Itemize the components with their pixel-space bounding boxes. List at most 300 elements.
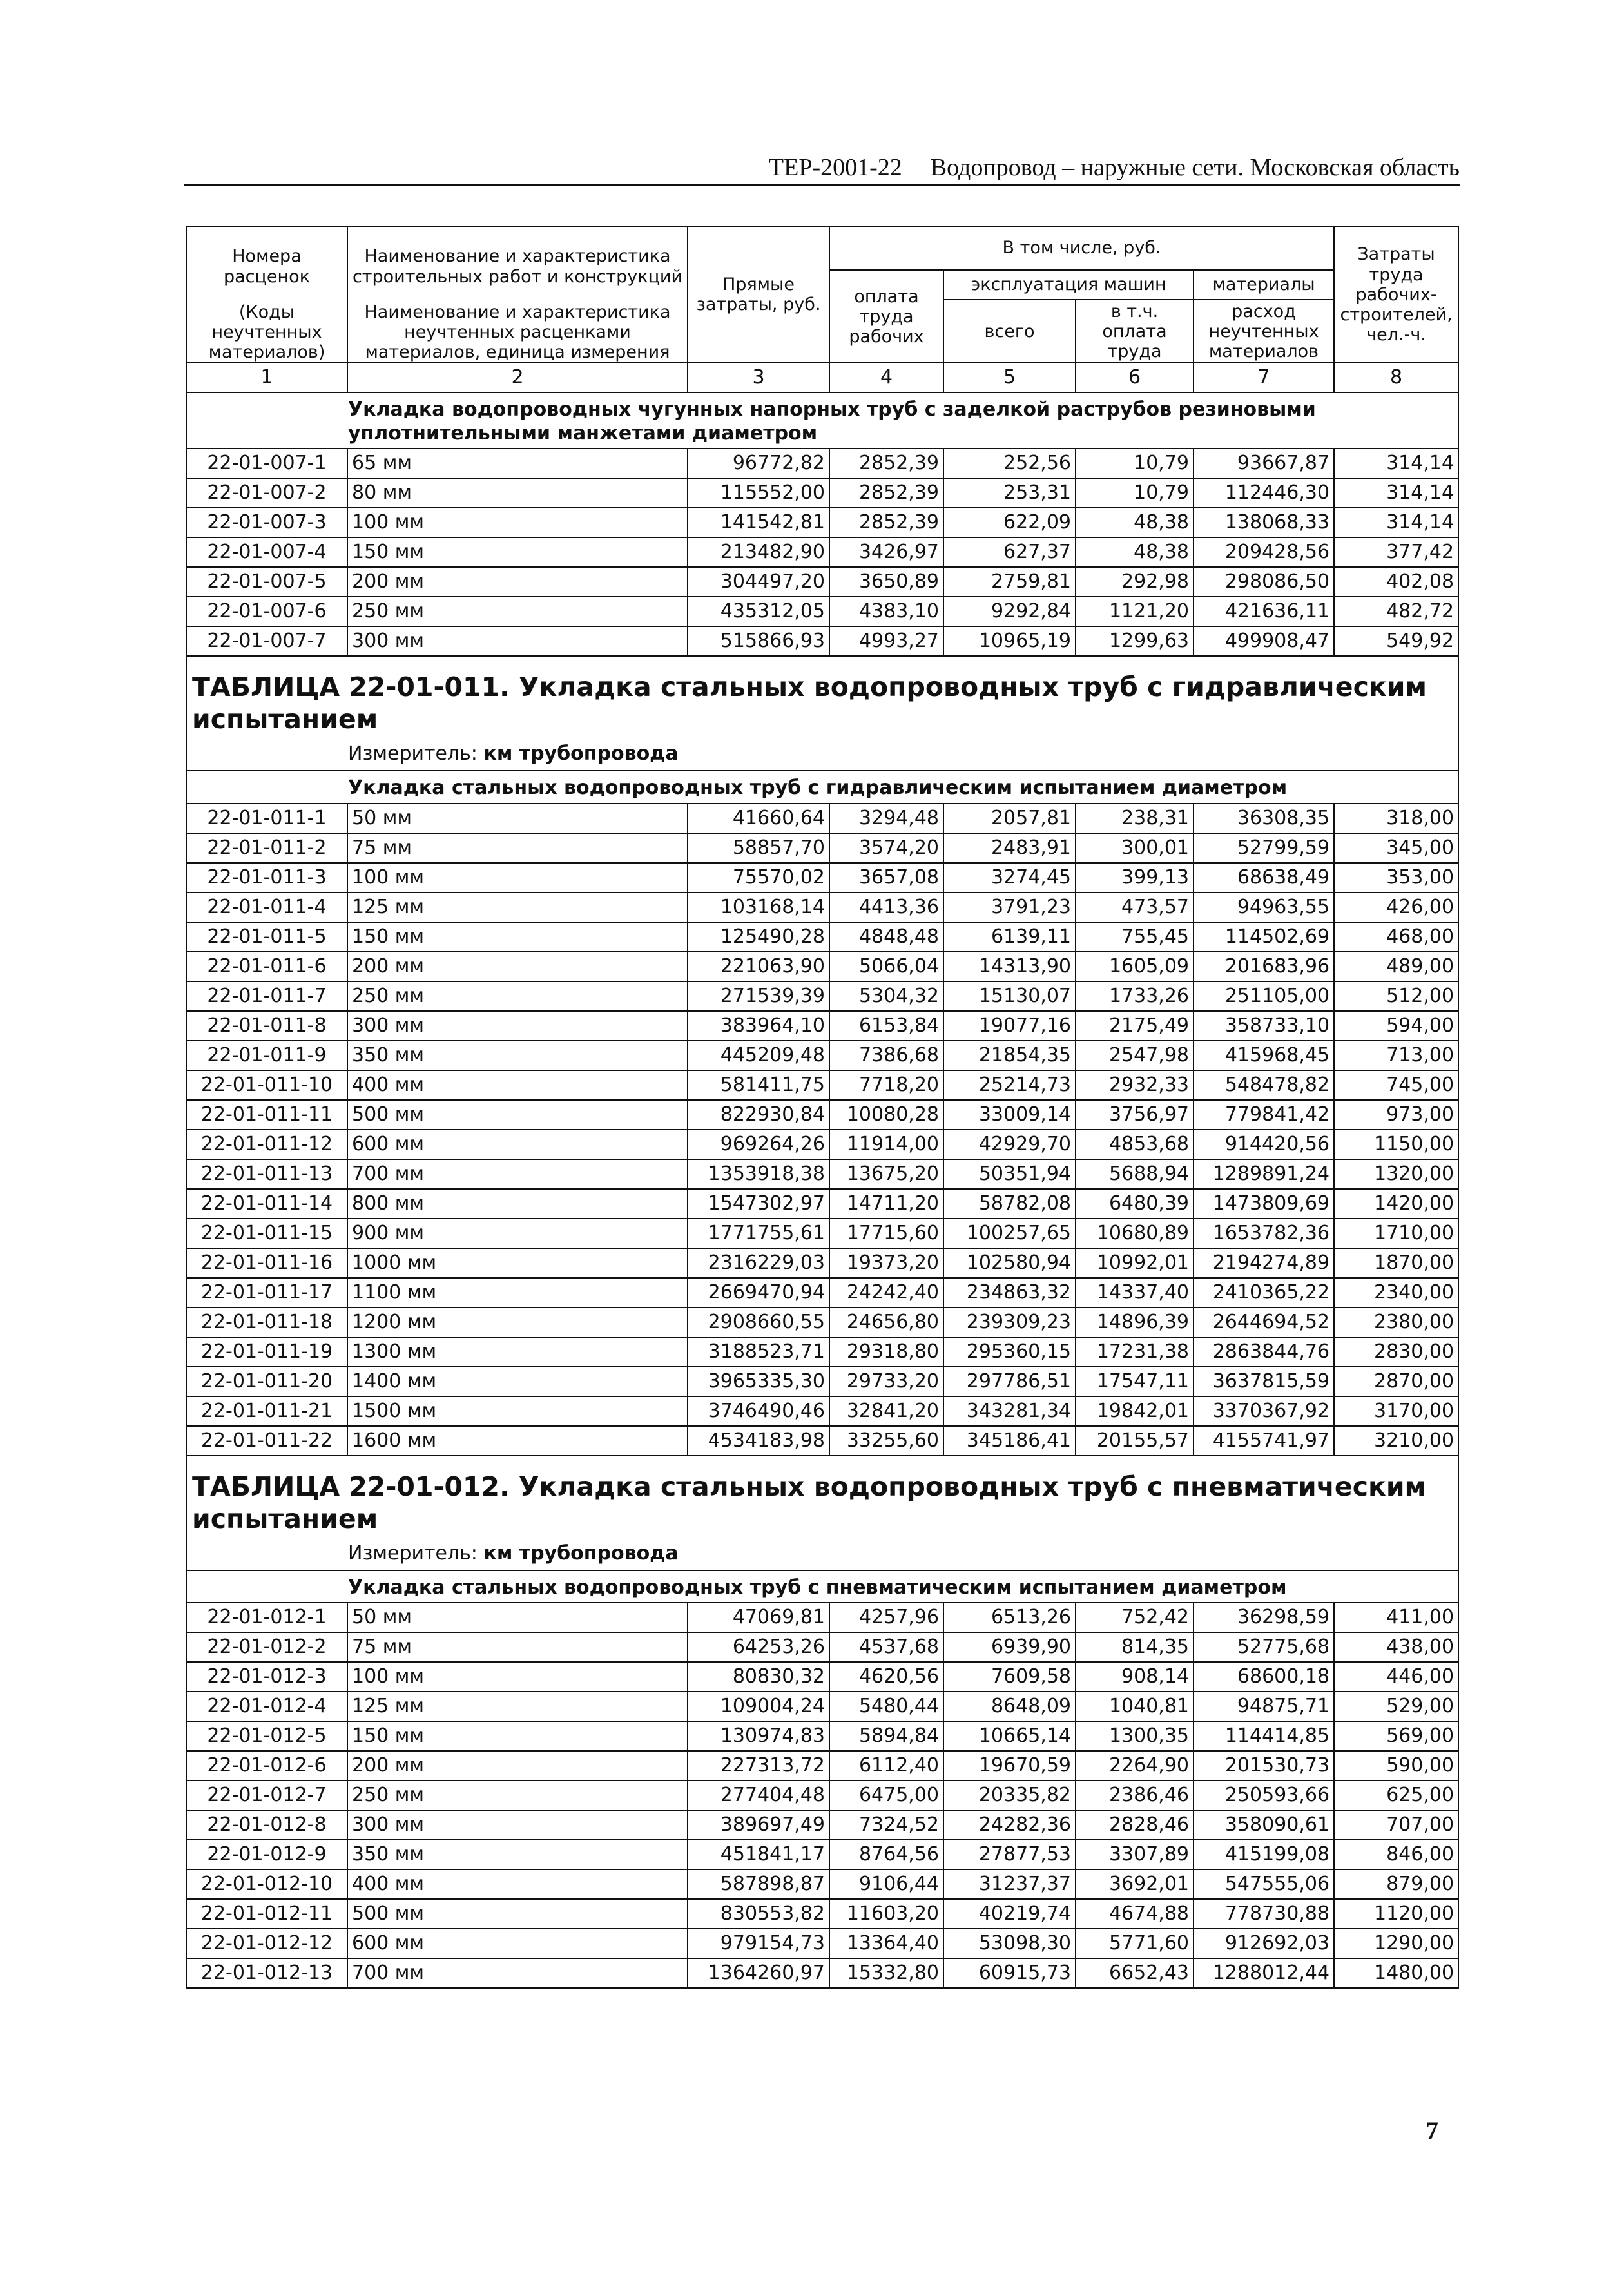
- table-row: [186, 1396, 1458, 1426]
- machines-total: 31237,37: [943, 1869, 1076, 1899]
- machines-labor: 2264,90: [1076, 1751, 1194, 1781]
- direct-costs: 41660,64: [688, 804, 829, 833]
- direct-costs: 4534183,98: [688, 1426, 829, 1456]
- column-number: 4: [829, 363, 943, 392]
- rate-code: 22-01-007-7: [186, 626, 347, 656]
- rate-code: 22-01-012-13: [186, 1958, 347, 1988]
- col4-header: оплата труда рабочих: [829, 270, 943, 363]
- work-name: 65 мм: [347, 449, 688, 478]
- labor-hours: 489,00: [1334, 952, 1458, 981]
- work-name: 150 мм: [347, 922, 688, 952]
- direct-costs: 96772,82: [688, 449, 829, 478]
- direct-costs: 445209,48: [688, 1041, 829, 1070]
- labor-hours: 438,00: [1334, 1632, 1458, 1662]
- labor-hours: 569,00: [1334, 1721, 1458, 1751]
- machines-total: 6513,26: [943, 1603, 1076, 1632]
- machines-labor: 2932,33: [1076, 1070, 1194, 1100]
- labor-pay: 8764,56: [829, 1840, 943, 1869]
- rate-code: 22-01-011-21: [186, 1396, 347, 1426]
- column-number: 2: [347, 363, 688, 392]
- machines-total: 6939,90: [943, 1632, 1076, 1662]
- machines-total: 40219,74: [943, 1899, 1076, 1929]
- work-name: 125 мм: [347, 1692, 688, 1721]
- materials-usage: 94963,55: [1194, 893, 1334, 922]
- machines-labor: 5771,60: [1076, 1929, 1194, 1958]
- direct-costs: 80830,32: [688, 1662, 829, 1692]
- labor-pay: 13675,20: [829, 1159, 943, 1189]
- machines-total: 8648,09: [943, 1692, 1076, 1721]
- machines-total: 622,09: [943, 508, 1076, 537]
- labor-pay: 17715,60: [829, 1219, 943, 1248]
- work-name: 500 мм: [347, 1100, 688, 1130]
- meter-value: км трубопровода: [483, 742, 679, 766]
- rate-code: 22-01-011-6: [186, 952, 347, 981]
- work-name: 300 мм: [347, 1810, 688, 1840]
- machines-labor: 908,14: [1076, 1662, 1194, 1692]
- column-number: 1: [186, 363, 347, 392]
- machines-labor: 6652,43: [1076, 1958, 1194, 1988]
- labor-pay: 3657,08: [829, 863, 943, 893]
- materials-usage: 52775,68: [1194, 1632, 1334, 1662]
- direct-costs: 581411,75: [688, 1070, 829, 1100]
- table-row: [186, 1929, 1458, 1958]
- work-name: 75 мм: [347, 833, 688, 863]
- direct-costs: 822930,84: [688, 1100, 829, 1130]
- labor-pay: 3426,97: [829, 537, 943, 567]
- table-title: ТАБЛИЦА 22-01-012. Укладка стальных водопроводных труб с пневматическим испытанием: [186, 1456, 1458, 1538]
- machines-total: 19077,16: [943, 1011, 1076, 1041]
- rate-code: 22-01-011-5: [186, 922, 347, 952]
- machines-labor: 1299,63: [1076, 626, 1194, 656]
- col2-header-top: Наименование и характеристика строительных работ и конструкций: [347, 226, 688, 300]
- col3-header: Прямые затраты, руб.: [688, 226, 829, 363]
- work-name: 500 мм: [347, 1899, 688, 1929]
- labor-hours: 314,14: [1334, 508, 1458, 537]
- table-row: [186, 449, 1458, 478]
- labor-pay: 7324,52: [829, 1810, 943, 1840]
- machines-total: 100257,65: [943, 1219, 1076, 1248]
- labor-hours: 482,72: [1334, 597, 1458, 626]
- machines-total: 7609,58: [943, 1662, 1076, 1692]
- labor-pay: 2852,39: [829, 478, 943, 508]
- labor-pay: 3650,89: [829, 567, 943, 597]
- machines-labor: 14896,39: [1076, 1308, 1194, 1337]
- rate-code: 22-01-011-12: [186, 1130, 347, 1159]
- labor-hours: 549,92: [1334, 626, 1458, 656]
- machines-total: 627,37: [943, 537, 1076, 567]
- work-name: 200 мм: [347, 567, 688, 597]
- work-name: 300 мм: [347, 626, 688, 656]
- machines-total: 239309,23: [943, 1308, 1076, 1337]
- machines-labor: 292,98: [1076, 567, 1194, 597]
- labor-pay: 3574,20: [829, 833, 943, 863]
- direct-costs: 58857,70: [688, 833, 829, 863]
- labor-pay: 4383,10: [829, 597, 943, 626]
- rate-code: 22-01-012-5: [186, 1721, 347, 1751]
- labor-pay: 5066,04: [829, 952, 943, 981]
- labor-pay: 2852,39: [829, 449, 943, 478]
- table-row: [186, 893, 1458, 922]
- rate-code: 22-01-007-5: [186, 567, 347, 597]
- rate-code: 22-01-011-15: [186, 1219, 347, 1248]
- labor-hours: 3210,00: [1334, 1426, 1458, 1456]
- table-row: [186, 1337, 1458, 1367]
- direct-costs: 3746490,46: [688, 1396, 829, 1426]
- machines-total: 15130,07: [943, 981, 1076, 1011]
- machines-labor: 5688,94: [1076, 1159, 1194, 1189]
- machines-labor: 1040,81: [1076, 1692, 1194, 1721]
- labor-hours: 625,00: [1334, 1781, 1458, 1810]
- section-title-row: [186, 392, 1458, 449]
- rate-code: 22-01-011-9: [186, 1041, 347, 1070]
- direct-costs: 1547302,97: [688, 1189, 829, 1219]
- col6-header: в т.ч. оплата труда: [1076, 300, 1194, 363]
- materials-usage: 1653782,36: [1194, 1219, 1334, 1248]
- rate-code: 22-01-012-10: [186, 1869, 347, 1899]
- labor-pay: 4257,96: [829, 1603, 943, 1632]
- rate-code: 22-01-007-6: [186, 597, 347, 626]
- labor-hours: 2380,00: [1334, 1308, 1458, 1337]
- labor-hours: 594,00: [1334, 1011, 1458, 1041]
- direct-costs: 125490,28: [688, 922, 829, 952]
- work-name: 700 мм: [347, 1159, 688, 1189]
- machines-total: 27877,53: [943, 1840, 1076, 1869]
- rate-code: 22-01-007-3: [186, 508, 347, 537]
- materials-usage: 914420,56: [1194, 1130, 1334, 1159]
- work-name: 50 мм: [347, 804, 688, 833]
- machines-total: 9292,84: [943, 597, 1076, 626]
- materials-usage: 201683,96: [1194, 952, 1334, 981]
- direct-costs: 109004,24: [688, 1692, 829, 1721]
- machines-labor: 3756,97: [1076, 1100, 1194, 1130]
- machines-labor: 1121,20: [1076, 597, 1194, 626]
- machines-labor: 48,38: [1076, 508, 1194, 537]
- direct-costs: 47069,81: [688, 1603, 829, 1632]
- materials-usage: 358733,10: [1194, 1011, 1334, 1041]
- labor-hours: 377,42: [1334, 537, 1458, 567]
- table-row: [186, 567, 1458, 597]
- machines-labor: 1733,26: [1076, 981, 1194, 1011]
- machines-labor: 300,01: [1076, 833, 1194, 863]
- labor-hours: 402,08: [1334, 567, 1458, 597]
- labor-hours: 353,00: [1334, 863, 1458, 893]
- labor-hours: 1150,00: [1334, 1130, 1458, 1159]
- rate-code: 22-01-011-17: [186, 1278, 347, 1308]
- direct-costs: 969264,26: [688, 1130, 829, 1159]
- labor-pay: 6112,40: [829, 1751, 943, 1781]
- labor-hours: 2830,00: [1334, 1337, 1458, 1367]
- materials-usage: 415968,45: [1194, 1041, 1334, 1070]
- labor-pay: 29318,80: [829, 1337, 943, 1367]
- work-name: 600 мм: [347, 1130, 688, 1159]
- machines-total: 6139,11: [943, 922, 1076, 952]
- rate-code: 22-01-012-8: [186, 1810, 347, 1840]
- table-row: [186, 1692, 1458, 1721]
- section-title: Укладка стальных водопроводных труб с пневматическим испытанием диаметром: [186, 1570, 1458, 1603]
- materials-usage: 358090,61: [1194, 1810, 1334, 1840]
- meter-label: Измеритель:: [348, 742, 484, 766]
- work-name: 250 мм: [347, 981, 688, 1011]
- labor-hours: 411,00: [1334, 1603, 1458, 1632]
- work-name: 1200 мм: [347, 1308, 688, 1337]
- rate-code: 22-01-011-20: [186, 1367, 347, 1396]
- labor-pay: 19373,20: [829, 1248, 943, 1278]
- machines-total: 297786,51: [943, 1367, 1076, 1396]
- materials-usage: 209428,56: [1194, 537, 1334, 567]
- labor-hours: 590,00: [1334, 1751, 1458, 1781]
- rate-code: 22-01-012-2: [186, 1632, 347, 1662]
- table-row: [186, 1426, 1458, 1456]
- machines-total: 234863,32: [943, 1278, 1076, 1308]
- rate-code: 22-01-012-9: [186, 1840, 347, 1869]
- materials-usage: 251105,00: [1194, 981, 1334, 1011]
- col8-header-a: Затраты труда рабочих-строителей,: [1340, 244, 1453, 325]
- labor-hours: 314,14: [1334, 449, 1458, 478]
- table-row: [186, 1248, 1458, 1278]
- labor-pay: 15332,80: [829, 1958, 943, 1988]
- meter-value: км трубопровода: [483, 1541, 679, 1565]
- work-name: 400 мм: [347, 1070, 688, 1100]
- labor-pay: 32841,20: [829, 1396, 943, 1426]
- machines-labor: 48,38: [1076, 537, 1194, 567]
- materials-usage: 93667,87: [1194, 449, 1334, 478]
- rate-code: 22-01-011-3: [186, 863, 347, 893]
- column-number: 8: [1334, 363, 1458, 392]
- labor-pay: 14711,20: [829, 1189, 943, 1219]
- labor-hours: 1480,00: [1334, 1958, 1458, 1988]
- machines-labor: 752,42: [1076, 1603, 1194, 1632]
- work-name: 300 мм: [347, 1011, 688, 1041]
- labor-hours: 314,14: [1334, 478, 1458, 508]
- materials-usage: 36298,59: [1194, 1603, 1334, 1632]
- machines-total: 25214,73: [943, 1070, 1076, 1100]
- table-row: [186, 1041, 1458, 1070]
- direct-costs: 2908660,55: [688, 1308, 829, 1337]
- machines-labor: 4853,68: [1076, 1130, 1194, 1159]
- machines-labor: 14337,40: [1076, 1278, 1194, 1308]
- machines-total: 345186,41: [943, 1426, 1076, 1456]
- table-title-row: [186, 1456, 1458, 1538]
- materials-usage: 1473809,69: [1194, 1189, 1334, 1219]
- machines-labor: 3307,89: [1076, 1840, 1194, 1869]
- materials-usage: 36308,35: [1194, 804, 1334, 833]
- materials-usage: 201530,73: [1194, 1751, 1334, 1781]
- labor-hours: 973,00: [1334, 1100, 1458, 1130]
- labor-pay: 4848,48: [829, 922, 943, 952]
- direct-costs: 3965335,30: [688, 1367, 829, 1396]
- labor-pay: 4993,27: [829, 626, 943, 656]
- machines-labor: 238,31: [1076, 804, 1194, 833]
- machines-labor: 2386,46: [1076, 1781, 1194, 1810]
- materials-usage: 114502,69: [1194, 922, 1334, 952]
- labor-pay: 4537,68: [829, 1632, 943, 1662]
- work-name: 350 мм: [347, 1041, 688, 1070]
- materials-usage: 1288012,44: [1194, 1958, 1334, 1988]
- materials-usage: 421636,11: [1194, 597, 1334, 626]
- materials-usage: 2644694,52: [1194, 1308, 1334, 1337]
- labor-pay: 4620,56: [829, 1662, 943, 1692]
- labor-pay: 5894,84: [829, 1721, 943, 1751]
- labor-hours: 2340,00: [1334, 1278, 1458, 1308]
- direct-costs: 141542,81: [688, 508, 829, 537]
- direct-costs: 271539,39: [688, 981, 829, 1011]
- work-name: 1000 мм: [347, 1248, 688, 1278]
- machines-labor: 20155,57: [1076, 1426, 1194, 1456]
- labor-hours: 1710,00: [1334, 1219, 1458, 1248]
- rate-code: 22-01-011-4: [186, 893, 347, 922]
- materials-usage: 779841,42: [1194, 1100, 1334, 1130]
- labor-pay: 7718,20: [829, 1070, 943, 1100]
- table-row: [186, 537, 1458, 567]
- materials-usage: 3637815,59: [1194, 1367, 1334, 1396]
- work-name: 150 мм: [347, 1721, 688, 1751]
- table-row: [186, 1958, 1458, 1988]
- labor-hours: 1290,00: [1334, 1929, 1458, 1958]
- labor-hours: 1870,00: [1334, 1248, 1458, 1278]
- rate-code: 22-01-011-16: [186, 1248, 347, 1278]
- table-row: [186, 1070, 1458, 1100]
- table-row: [186, 478, 1458, 508]
- labor-hours: 512,00: [1334, 981, 1458, 1011]
- machines-labor: 814,35: [1076, 1632, 1194, 1662]
- labor-pay: 3294,48: [829, 804, 943, 833]
- rate-code: 22-01-007-2: [186, 478, 347, 508]
- materials-usage: 68638,49: [1194, 863, 1334, 893]
- labor-pay: 24656,80: [829, 1308, 943, 1337]
- machines-labor: 10,79: [1076, 478, 1194, 508]
- work-name: 1100 мм: [347, 1278, 688, 1308]
- machines-total: 295360,15: [943, 1337, 1076, 1367]
- work-name: 400 мм: [347, 1869, 688, 1899]
- table-row: [186, 1603, 1458, 1632]
- col8-header-b: чел.-ч.: [1366, 324, 1426, 345]
- machines-labor: 4674,88: [1076, 1899, 1194, 1929]
- labor-hours: 879,00: [1334, 1869, 1458, 1899]
- direct-costs: 2316229,03: [688, 1248, 829, 1278]
- work-name: 100 мм: [347, 1662, 688, 1692]
- rate-code: 22-01-012-4: [186, 1692, 347, 1721]
- machines-labor: 17231,38: [1076, 1337, 1194, 1367]
- machines-labor: 10,79: [1076, 449, 1194, 478]
- labor-pay: 6153,84: [829, 1011, 943, 1041]
- rate-code: 22-01-012-11: [186, 1899, 347, 1929]
- machines-labor: 17547,11: [1076, 1367, 1194, 1396]
- rate-code: 22-01-011-13: [186, 1159, 347, 1189]
- materials-usage: 415199,08: [1194, 1840, 1334, 1869]
- direct-costs: 830553,82: [688, 1899, 829, 1929]
- table-row: [186, 922, 1458, 952]
- labor-pay: 9106,44: [829, 1869, 943, 1899]
- rate-code: 22-01-012-1: [186, 1603, 347, 1632]
- machines-labor: 6480,39: [1076, 1189, 1194, 1219]
- machines-labor: 1605,09: [1076, 952, 1194, 981]
- col1-header-top: Номера расценок: [186, 226, 347, 300]
- rate-code: 22-01-011-8: [186, 1011, 347, 1041]
- materials-usage: 2863844,76: [1194, 1337, 1334, 1367]
- table-row: [186, 1869, 1458, 1899]
- page-number: 7: [1426, 2116, 1438, 2145]
- column-number: 3: [688, 363, 829, 392]
- machines-labor: 399,13: [1076, 863, 1194, 893]
- rate-code: 22-01-011-2: [186, 833, 347, 863]
- meter-label: Измеритель:: [348, 1541, 484, 1565]
- direct-costs: 213482,90: [688, 537, 829, 567]
- table-row: [186, 1840, 1458, 1869]
- table-row: [186, 1159, 1458, 1189]
- machines-total: 53098,30: [943, 1929, 1076, 1958]
- table-row: [186, 508, 1458, 537]
- work-name: 50 мм: [347, 1603, 688, 1632]
- labor-pay: 6475,00: [829, 1781, 943, 1810]
- labor-hours: 1420,00: [1334, 1189, 1458, 1219]
- materials-usage: 3370367,92: [1194, 1396, 1334, 1426]
- work-name: 200 мм: [347, 952, 688, 981]
- machines-total: 33009,14: [943, 1100, 1076, 1130]
- labor-pay: 29733,20: [829, 1367, 943, 1396]
- labor-pay: 13364,40: [829, 1929, 943, 1958]
- direct-costs: 587898,87: [688, 1869, 829, 1899]
- direct-costs: 103168,14: [688, 893, 829, 922]
- column-number: 5: [943, 363, 1076, 392]
- rate-code: 22-01-011-14: [186, 1189, 347, 1219]
- table-row: [186, 981, 1458, 1011]
- labor-hours: 2870,00: [1334, 1367, 1458, 1396]
- machines-total: 42929,70: [943, 1130, 1076, 1159]
- labor-pay: 24242,40: [829, 1278, 943, 1308]
- column-number: 7: [1194, 363, 1334, 392]
- direct-costs: 1353918,38: [688, 1159, 829, 1189]
- machines-labor: 10680,89: [1076, 1219, 1194, 1248]
- rate-code: 22-01-012-3: [186, 1662, 347, 1692]
- section-title: Укладка стальных водопроводных труб с гидравлическим испытанием диаметром: [186, 771, 1458, 804]
- rates-table-wrapper: [186, 226, 1458, 1989]
- machines-total: 3274,45: [943, 863, 1076, 893]
- table-row: [186, 833, 1458, 863]
- table-row: [186, 1189, 1458, 1219]
- table-row: [186, 863, 1458, 893]
- work-name: 250 мм: [347, 597, 688, 626]
- work-name: 1300 мм: [347, 1337, 688, 1367]
- direct-costs: 1771755,61: [688, 1219, 829, 1248]
- table-row: [186, 952, 1458, 981]
- table-row: [186, 1751, 1458, 1781]
- rate-code: 22-01-012-6: [186, 1751, 347, 1781]
- work-name: 700 мм: [347, 1958, 688, 1988]
- machines-total: 20335,82: [943, 1781, 1076, 1810]
- labor-pay: 4413,36: [829, 893, 943, 922]
- work-name: 600 мм: [347, 1929, 688, 1958]
- rate-code: 22-01-011-18: [186, 1308, 347, 1337]
- table-row: [186, 1632, 1458, 1662]
- labor-hours: 745,00: [1334, 1070, 1458, 1100]
- table-row: [186, 1219, 1458, 1248]
- table-header: [186, 226, 1458, 392]
- direct-costs: 75570,02: [688, 863, 829, 893]
- labor-hours: 446,00: [1334, 1662, 1458, 1692]
- col2-header-bottom: Наименование и характеристика неучтенных расценками материалов, единица измерения: [347, 300, 688, 363]
- labor-hours: 1120,00: [1334, 1899, 1458, 1929]
- materials-usage: 548478,82: [1194, 1070, 1334, 1100]
- machines-total: 343281,34: [943, 1396, 1076, 1426]
- materials-header: материалы: [1194, 270, 1334, 300]
- machines-total: 60915,73: [943, 1958, 1076, 1988]
- materials-usage: 250593,66: [1194, 1781, 1334, 1810]
- materials-usage: 547555,06: [1194, 1869, 1334, 1899]
- labor-hours: 3170,00: [1334, 1396, 1458, 1426]
- machines-header: эксплуатация машин: [943, 270, 1194, 300]
- rate-code: 22-01-011-7: [186, 981, 347, 1011]
- rate-code: 22-01-011-10: [186, 1070, 347, 1100]
